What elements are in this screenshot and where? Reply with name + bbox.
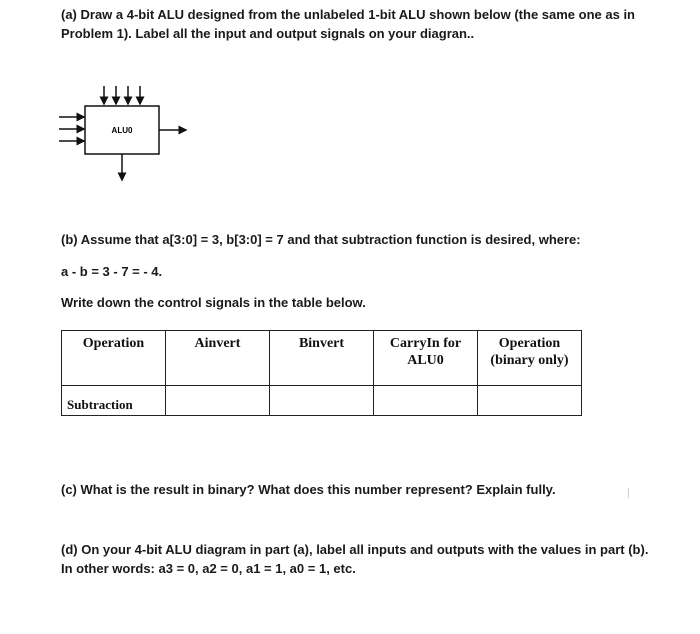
part-d-line2: In other words: a3 = 0, a2 = 0, a1 = 1, a0 = 1, etc. [61, 561, 356, 576]
part-b-equation: a - b = 3 - 7 = - 4. [61, 264, 163, 279]
part-b-instruction: Write down the control signals in the table below. [61, 295, 366, 310]
header-operation-binary: Operation (binary only) [478, 331, 582, 386]
header-carryin: CarryIn for ALU0 [374, 331, 478, 386]
cell-binvert[interactable] [270, 386, 374, 416]
header-ainvert: Ainvert [166, 331, 270, 386]
alu-1bit-diagram [55, 80, 195, 190]
part-a-line2: Problem 1). Label all the input and output signals on your diagran.. [61, 26, 475, 41]
header-binvert: Binvert [270, 331, 374, 386]
table-row [62, 386, 582, 416]
part-d-line1: (d) On your 4-bit ALU diagram in part (a), label all inputs and outputs with the values in part (b). [61, 542, 649, 557]
part-c-question: (c) What is the result in binary? What does this number represent? Explain fully. [61, 482, 556, 497]
part-a-line1: (a) Draw a 4-bit ALU designed from the unlabeled 1-bit ALU shown below (the same one as in [61, 7, 635, 22]
cell-operation-binary[interactable] [478, 386, 582, 416]
header-operation: Operation [62, 331, 166, 386]
scan-artifact [628, 488, 629, 498]
part-a-question [61, 5, 681, 43]
row-label-subtraction: Subtraction [62, 386, 166, 416]
alu-block-label: ALU0 [111, 126, 133, 135]
control-signals-table [61, 330, 582, 416]
cell-carryin[interactable] [374, 386, 478, 416]
table-header-row [62, 331, 582, 386]
part-d-question [61, 540, 691, 578]
cell-ainvert[interactable] [166, 386, 270, 416]
part-b-question: (b) Assume that a[3:0] = 3, b[3:0] = 7 and that subtraction function is desired, where: [61, 232, 581, 247]
